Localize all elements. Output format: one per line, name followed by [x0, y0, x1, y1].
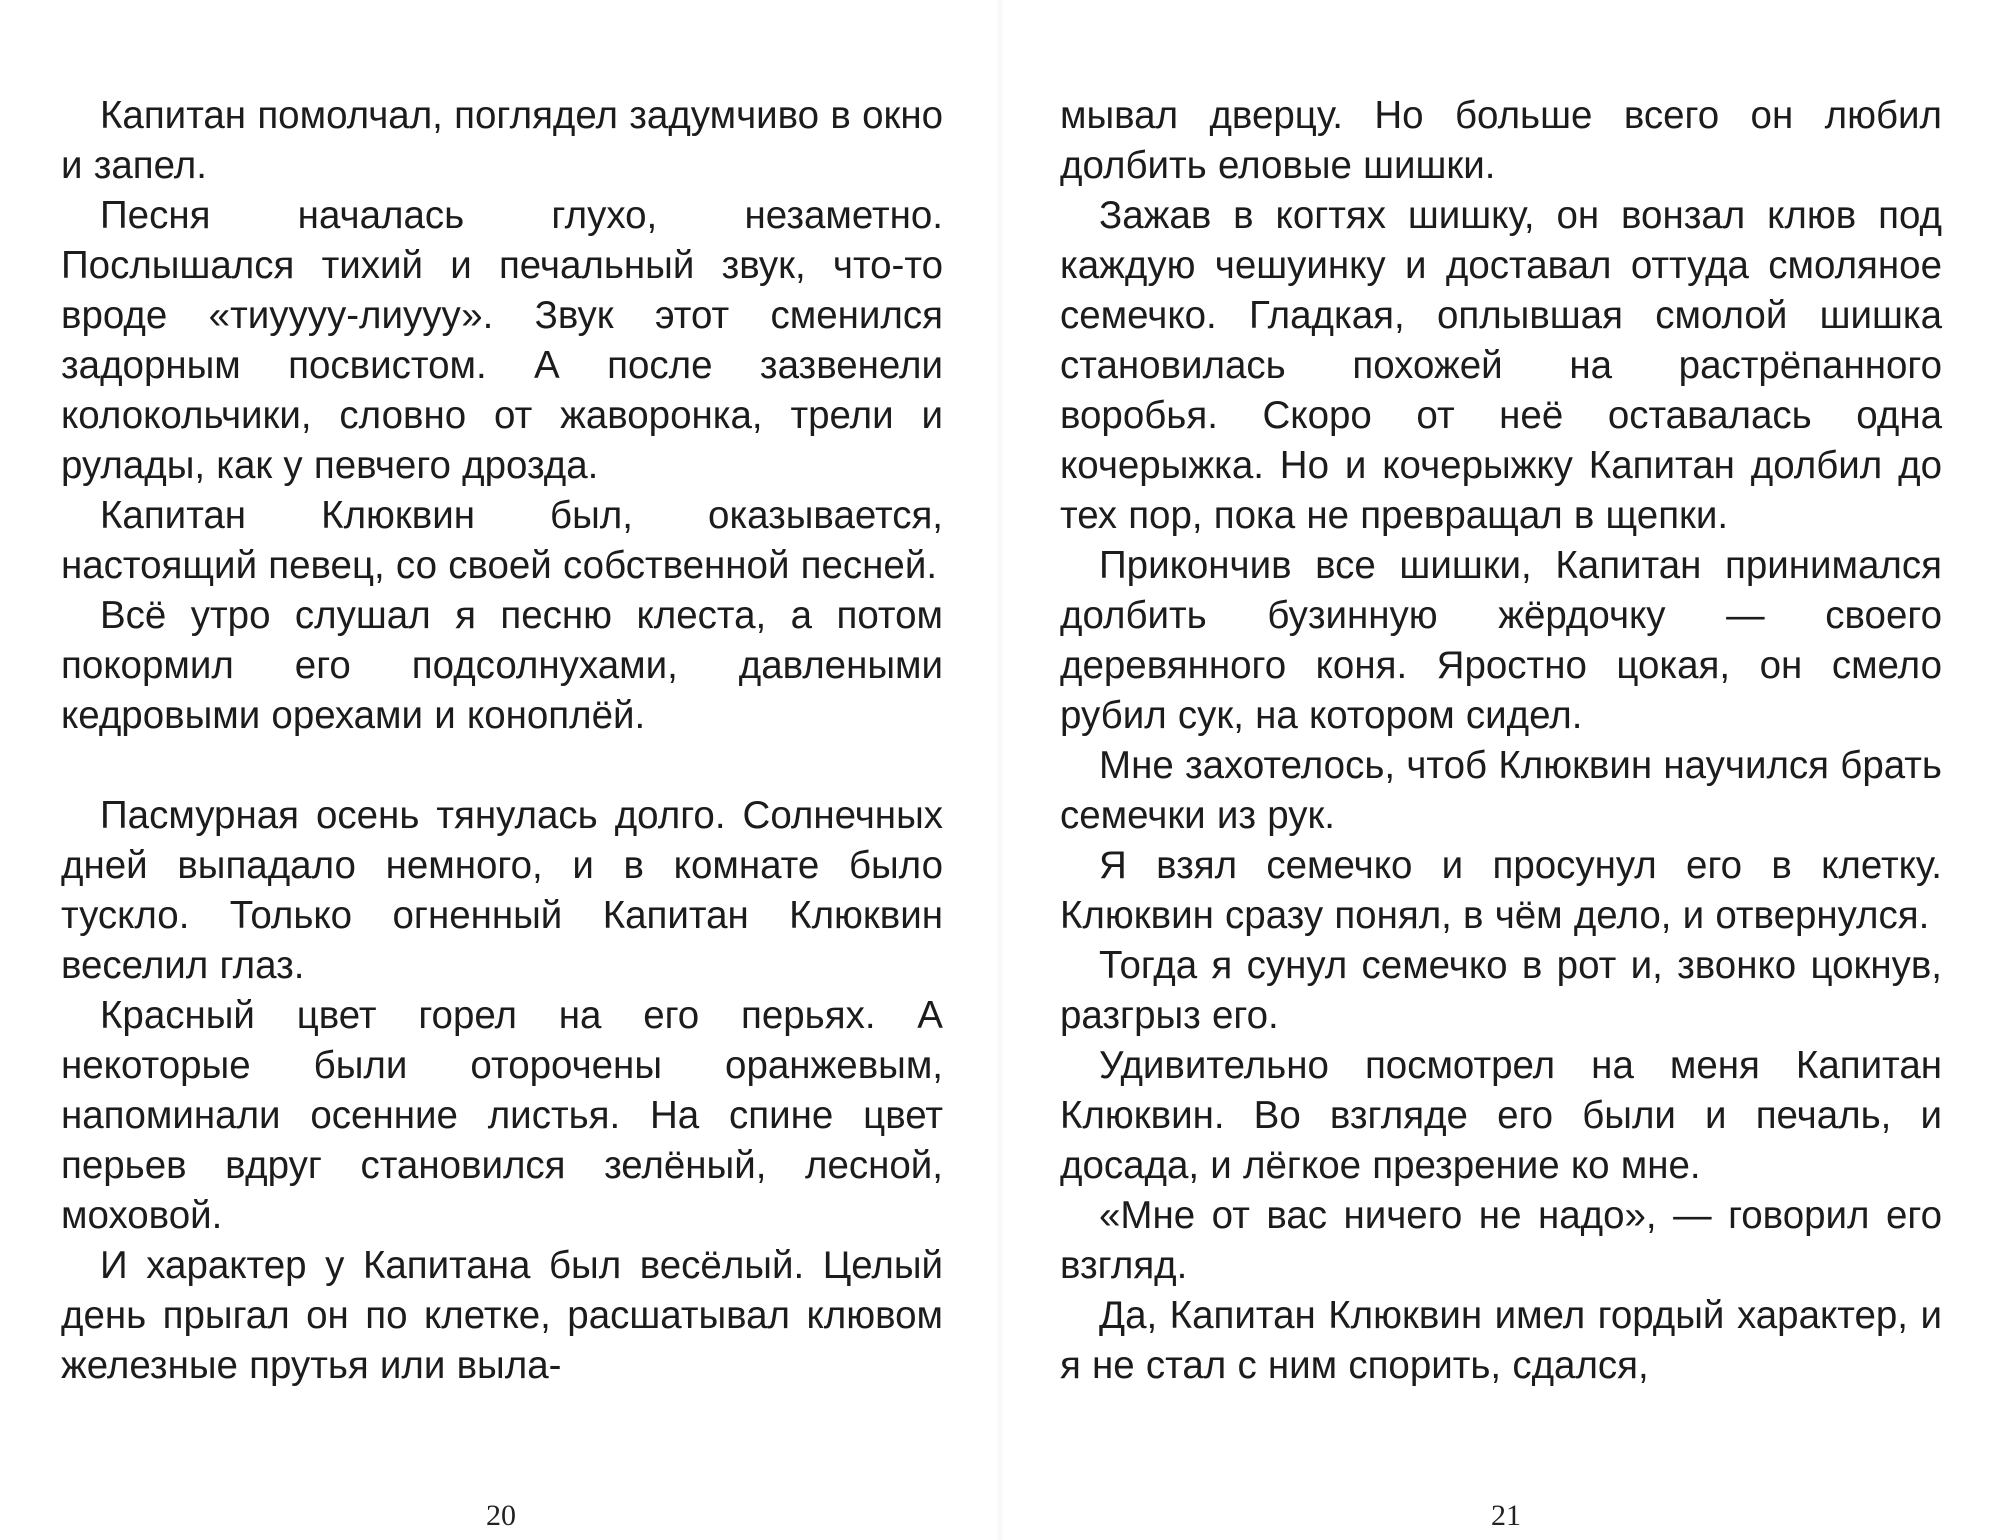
page-number-left: 20	[486, 1499, 516, 1532]
paragraph: И характер у Капитана был весёлый. Целый день прыгал он по клетке, расшатывал клювом железные прутья или выла-	[61, 1244, 943, 1387]
paragraph: Тогда я сунул семечко в рот и, звонко цокнув, разгрыз его.	[1060, 944, 1942, 1037]
paragraph: Я взял семечко и просунул его в клетку. Клюквин сразу понял, в чём дело, и отвернулся.	[1060, 844, 1942, 937]
paragraph: Мне захотелось, чтоб Клюквин научился брать семечки из рук.	[1060, 744, 1942, 837]
paragraph: Удивительно посмотрел на меня Капитан Клюквин. Во взгляде его были и печаль, и досада, и лёгкое презрение ко мне.	[1060, 1044, 1942, 1187]
paragraph: Капитан помолчал, поглядел задумчиво в окно и запел.	[61, 94, 943, 187]
page-number-right: 21	[1491, 1499, 1521, 1532]
paragraph: Капитан Клюквин был, оказывается, настоящий певец, со своей собственной песней.	[61, 494, 943, 587]
paragraph: Пасмурная осень тянулась долго. Солнечных дней выпадало немного, и в комнате было тускло. Только огненный Капитан Клюквин веселил глаз.	[61, 794, 943, 987]
paragraph-continuation: мывал дверцу. Но больше всего он любил долбить еловые шишки.	[1060, 94, 1942, 187]
paragraph: Да, Капитан Клюквин имел гордый характер, и я не стал с ним спорить, сдался,	[1060, 1294, 1942, 1387]
paragraph: Всё утро слушал я песню клеста, а потом покормил его подсолнухами, давлеными кедровыми орехами и коноплёй.	[61, 594, 943, 737]
paragraph: Прикончив все шишки, Капитан принимался долбить бузинную жёрдочку — своего деревянного коня. Яростно цокая, он смело рубил сук, на котором сидел.	[1060, 544, 1942, 737]
right-page-text	[1060, 91, 1942, 1391]
left-page-text	[61, 91, 943, 1391]
right-page	[1000, 0, 2000, 1540]
paragraph: Песня началась глухо, незаметно. Послышался тихий и печальный звук, что-то вроде «тиуууу-лиууу». Звук этот сменился задорным посвистом. А после зазвенели колокольчики, словно от жаворонка, трели и рулады, как у певчего дрозда.	[61, 194, 943, 487]
paragraph: «Мне от вас ничего не надо», — говорил его взгляд.	[1060, 1194, 1942, 1287]
paragraph: Зажав в когтях шишку, он вонзал клюв под каждую чешуинку и доставал оттуда смоляное семечко. Гладкая, оплывшая смолой шишка становилась похожей на растрёпанного воробья. Скоро от неё оставалась одна кочерыжка. Но и кочерыжку Капитан долбил до тех пор, пока не превращал в щепки.	[1060, 194, 1942, 537]
paragraph: Красный цвет горел на его перьях. А некоторые были оторочены оранжевым, напоминали осенние листья. На спине цвет перьев вдруг становился зелёный, лесной, моховой.	[61, 994, 943, 1237]
